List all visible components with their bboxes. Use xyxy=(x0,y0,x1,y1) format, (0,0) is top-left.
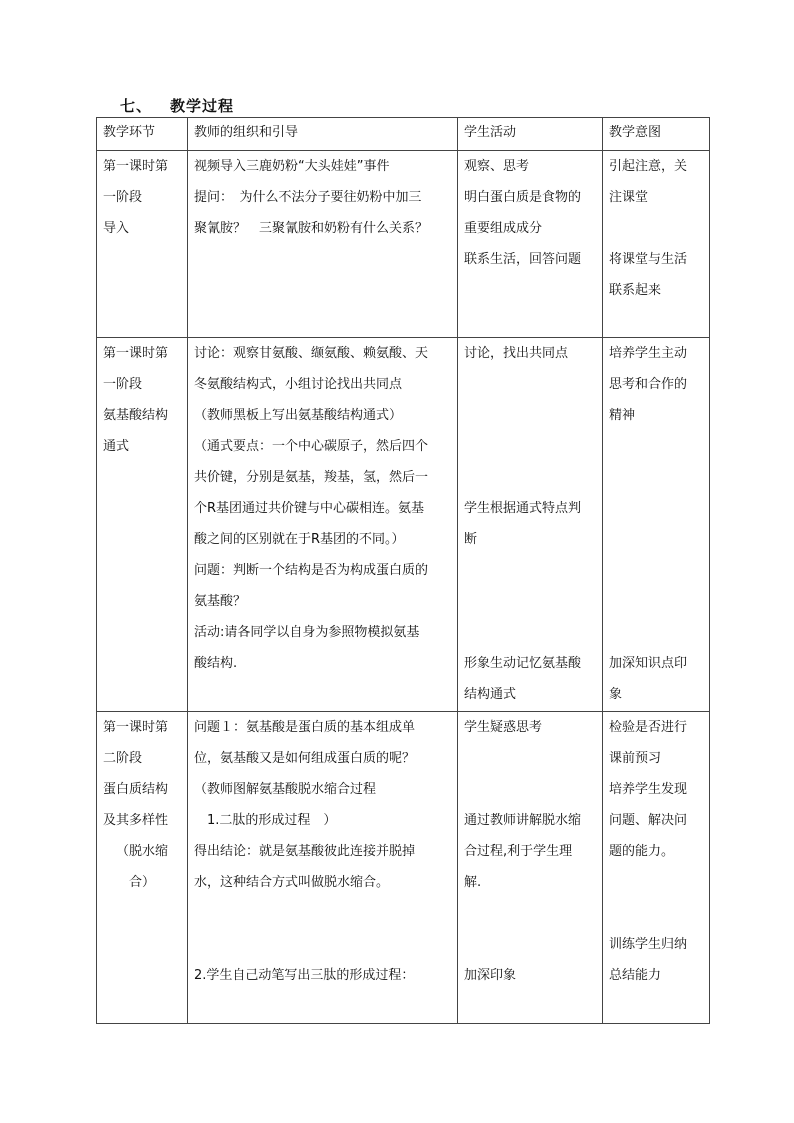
stage-line: 合） xyxy=(128,875,155,890)
stage-line: 导入 xyxy=(103,221,130,236)
table-row xyxy=(97,151,710,338)
header-stage: 教学环节 xyxy=(97,118,188,151)
table-header-row xyxy=(97,118,710,151)
teacher-line: 酸之间的区别就在于R基团的不同。） xyxy=(194,532,405,547)
section-heading xyxy=(120,95,234,116)
teacher-line: 2.学生自己动笔写出三肽的形成过程： xyxy=(194,968,415,983)
stage-line: 一阶段 xyxy=(103,377,143,392)
teacher-line: 活动:请各同学以自身为参照物模拟氨基 xyxy=(194,625,420,640)
teacher-cell xyxy=(188,338,458,712)
stage-line: 氨基酸结构 xyxy=(103,408,169,423)
stage-line: 蛋白质结构 xyxy=(103,782,169,797)
stage-line: 第一课时第 xyxy=(103,159,169,174)
stage-line: 第一课时第 xyxy=(103,346,169,361)
intent-cell xyxy=(603,712,710,1024)
intent-line: 培养学生主动 xyxy=(609,346,688,361)
intent-cell xyxy=(603,151,710,338)
student-line: 通过教师讲解脱水缩 xyxy=(464,813,582,828)
teacher-line: 个R基团通过共价键与中心碳相连。氨基 xyxy=(194,501,425,516)
student-line: 结构通式 xyxy=(464,687,517,702)
stage-cell xyxy=(97,712,188,1024)
teaching-process-table xyxy=(96,117,710,1024)
table-row xyxy=(97,712,710,1024)
teacher-line: 得出结论：就是氨基酸彼此连接并脱掉 xyxy=(194,844,416,859)
teacher-line: 提问： 为什么不法分子要往奶粉中加三 xyxy=(194,190,422,205)
intent-line: 培养学生发现 xyxy=(609,782,688,797)
intent-line: 将课堂与生活 xyxy=(609,252,688,267)
student-line: 观察、思考 xyxy=(464,159,530,174)
student-line: 加深印象 xyxy=(464,968,517,983)
teacher-line: 酸结构. xyxy=(194,656,238,671)
intent-line: 注课堂 xyxy=(609,190,649,205)
student-line: 断 xyxy=(464,532,478,547)
student-line: 讨论，找出共同点 xyxy=(464,346,569,361)
stage-line: 通式 xyxy=(103,439,130,454)
header-student: 学生活动 xyxy=(458,118,603,151)
teacher-line: 视频导入三鹿奶粉“大头娃娃”事件 xyxy=(194,159,390,174)
student-cell xyxy=(458,712,603,1024)
intent-line: 训练学生归纳 xyxy=(609,937,688,952)
teacher-line: （教师图解氨基酸脱水缩合过程 xyxy=(194,782,377,797)
student-line: 合过程,利于学生理 xyxy=(464,844,573,859)
intent-line: 联系起来 xyxy=(609,283,662,298)
teacher-line: 位，氨基酸又是如何组成蛋白质的呢？ xyxy=(194,751,416,766)
intent-line: 题的能力。 xyxy=(609,844,675,859)
section-title: 教学过程 xyxy=(170,97,235,115)
intent-line: 加深知识点印 xyxy=(609,656,688,671)
intent-line: 总结能力 xyxy=(609,968,662,983)
teacher-line: 水，这种结合方式叫做脱水缩合。 xyxy=(194,875,390,890)
teacher-line: 讨论：观察甘氨酸、缬氨酸、赖氨酸、天 xyxy=(194,346,429,361)
stage-line: 第一课时第 xyxy=(103,720,169,735)
teacher-line: 1.二肽的形成过程 ） xyxy=(194,813,337,828)
intent-line: 精神 xyxy=(609,408,636,423)
student-line: 学生根据通式特点判 xyxy=(464,501,582,516)
teacher-line: 共价键，分别是氨基，羧基，氢，然后一 xyxy=(194,470,429,485)
stage-cell xyxy=(97,338,188,712)
stage-line: 及其多样性 xyxy=(103,813,169,828)
student-line: 明白蛋白质是食物的 xyxy=(464,190,582,205)
intent-line: 思考和合作的 xyxy=(609,377,688,392)
teacher-line: （通式要点：一个中心碳原子，然后四个 xyxy=(194,439,429,454)
stage-cell xyxy=(97,151,188,338)
teacher-line: 问题１：氨基酸是蛋白质的基本组成单 xyxy=(194,720,416,735)
teacher-line: （教师黑板上写出氨基酸结构通式） xyxy=(194,408,403,423)
teacher-line: 冬氨酸结构式，小组讨论找出共同点 xyxy=(194,377,403,392)
student-cell xyxy=(458,338,603,712)
intent-line: 引起注意，关 xyxy=(609,159,688,174)
section-number: 七、 xyxy=(120,97,153,115)
student-cell xyxy=(458,151,603,338)
intent-line: 象 xyxy=(609,687,623,702)
header-teacher: 教师的组织和引导 xyxy=(188,118,458,151)
teacher-line: 聚氰胺？ 三聚氰胺和奶粉有什么关系？ xyxy=(194,221,429,236)
teacher-cell xyxy=(188,151,458,338)
stage-line: 一阶段 xyxy=(103,190,143,205)
stage-line: （脱水缩 xyxy=(115,844,168,859)
teacher-cell xyxy=(188,712,458,1024)
intent-cell xyxy=(603,338,710,712)
student-line: 联系生活，回答问题 xyxy=(464,252,582,267)
table-row xyxy=(97,338,710,712)
student-line: 解. xyxy=(464,875,482,890)
student-line: 重要组成成分 xyxy=(464,221,543,236)
intent-line: 课前预习 xyxy=(609,751,662,766)
header-intent: 教学意图 xyxy=(603,118,710,151)
teacher-line: 问题：判断一个结构是否为构成蛋白质的 xyxy=(194,563,429,578)
student-line: 学生疑惑思考 xyxy=(464,720,543,735)
teacher-line: 氨基酸？ xyxy=(194,594,247,609)
stage-line: 二阶段 xyxy=(103,751,143,766)
student-line: 形象生动记忆氨基酸 xyxy=(464,656,582,671)
intent-line: 检验是否进行 xyxy=(609,720,688,735)
intent-line: 问题、解决问 xyxy=(609,813,688,828)
